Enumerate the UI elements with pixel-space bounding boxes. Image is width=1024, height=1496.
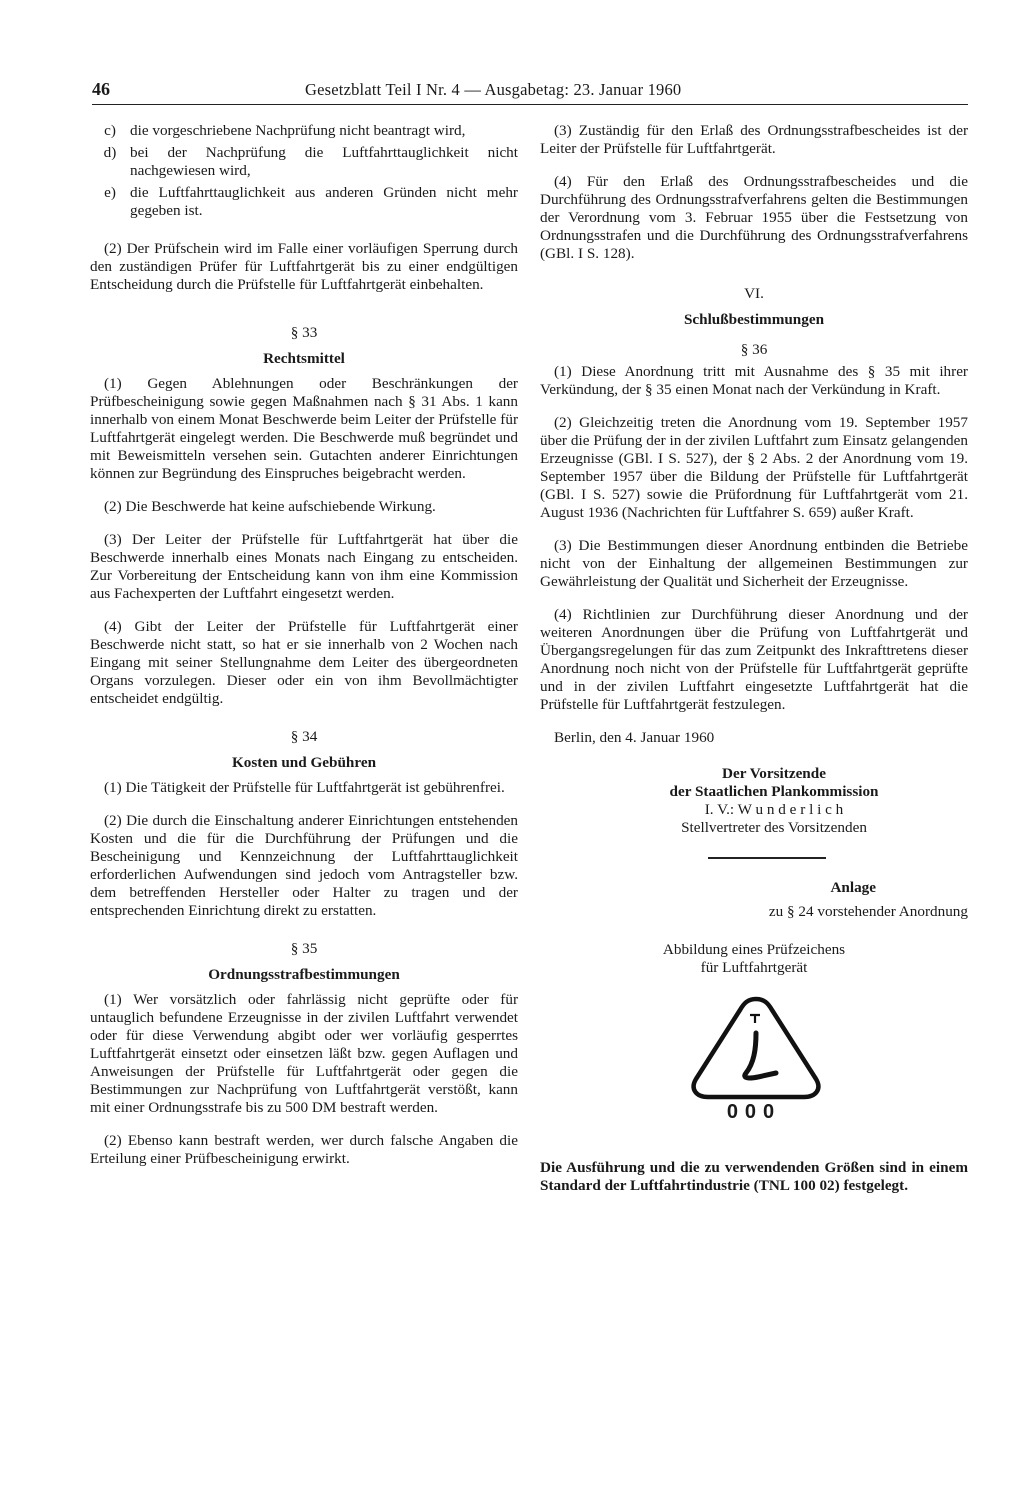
page-number: 46 (92, 79, 110, 99)
list-text: bei der Nachprüfung die Luftfahrttauglichkeit nicht nachgewiesen wird, (130, 144, 518, 179)
paragraph-36-1: (1) Diese Anordnung tritt mit Ausnahme des § 35 mit ihrer Verkündung, der § 35 einen Monat nach der Verkündung in Kraft. (540, 363, 968, 398)
paragraph-34-2: (2) Die durch die Einschaltung anderer Einrichtungen entstehenden Kosten und die für die Durchführung der Prüfungen und die Bescheinigung und Kennzeichnung der Luftfahrttauglichkeit erforderlichen Aufwendungen sind jedoch vom Antragsteller bzw. dem betreffenden Hersteller oder Halter zu tragen und der entsprechenden Einrichtung direkt zu erstatten. (90, 812, 518, 919)
list-text: die Luftfahrttauglichkeit aus anderen Gründen nicht mehr gegeben ist. (130, 184, 518, 219)
paragraph-33-4: (4) Gibt der Leiter der Prüfstelle für Luftfahrtgerät einer Beschwerde nicht statt, so hat er sie innerhalb von 2 Wochen nach Eingang mit seiner Stellungnahme dem Leiter des übergeordneten Organs vorzulegen. Dieser oder ein von ihm Bevollmächtigter entscheidet endgültig. (90, 618, 518, 707)
divider-rule (708, 857, 826, 859)
mark-number: 000 (726, 1101, 782, 1123)
paragraph-33-2: (2) Die Beschwerde hat keine aufschiebende Wirkung. (104, 498, 436, 515)
paragraph-33-1: (1) Gegen Ablehnungen oder Beschränkungen der Prüfbescheinigung sowie gegen Maßnahmen nach § 31 Abs. 1 kann innerhalb von einem Monat Beschwerde beim Leiter der Prüfstelle für Luftfahrtgerät eingelegt werden. Die Beschwerde muß begründet und mit Beweismitteln versehen sein. Gutachten anderer Einrichtungen können zur Begründung des Einspruches beigebracht werden. (90, 375, 518, 482)
annex-title: Anlage (830, 879, 876, 896)
signature-block (580, 765, 968, 837)
paragraph-34-1: (1) Die Tätigkeit der Prüfstelle für Luftfahrtgerät ist gebührenfrei. (104, 779, 505, 796)
figure-caption-line-1: Abbildung eines Prüfzeichens (662, 941, 846, 958)
section-35-title: Ordnungsstrafbestimmungen (208, 966, 400, 983)
section-34-title: Kosten und Gebühren (231, 754, 377, 771)
place-date: Berlin, den 4. Januar 1960 (554, 729, 715, 746)
signature-name: I. V.: W u n d e r l i c h (704, 801, 844, 818)
inspection-mark-icon (676, 993, 836, 1105)
section-33-number: § 33 (290, 324, 318, 341)
list-label: d) (103, 144, 117, 161)
paragraph-33-3: (3) Der Leiter der Prüfstelle für Luftfahrtgerät hat über die Beschwerde innerhalb eines Monats nach Eingang zu entscheiden. Zur Vorbereitung der Entscheidung kann von ihm eine Kommission aus Fachexperten der Luftfahrt eingesetzt werden. (90, 531, 518, 602)
part-number: VI. (744, 285, 764, 302)
signature-line-2: der Staatlichen Plankommission (669, 783, 879, 800)
section-33-title: Rechtsmittel (263, 350, 345, 367)
list-text: die vorgeschriebene Nachprüfung nicht beantragt wird, (130, 122, 466, 139)
paragraph-35-4: (4) Für den Erlaß des Ordnungsstrafbescheides und die Durchführung des Ordnungsstrafverfahrens gelten die Bestimmungen der Verordnung vom 3. Februar 1955 über die Festsetzung von Ordnungsstrafen und die Durchführung des Ordnungsstrafverfahrens (GBl. I S. 128). (540, 173, 968, 262)
paragraph-36-3: (3) Die Bestimmungen dieser Anordnung entbinden die Betriebe nicht von der Einhaltung der allgemeinen Bestimmungen zur Gewährleistung der Qualität und Sicherheit der Erzeugnisse. (540, 537, 968, 590)
left-column (90, 122, 518, 1183)
right-column (540, 122, 968, 1210)
part-title: Schlußbestimmungen (683, 311, 825, 328)
paragraph-32-2: (2) Der Prüfschein wird im Falle einer vorläufigen Sperrung durch den zuständigen Prüfer für Luftfahrtgerät bis zu einer endgültigen Entscheidung durch die Prüfstelle für Luftfahrtgerät einbehalten. (90, 240, 518, 293)
page-header (92, 78, 968, 105)
list-label: c) (104, 122, 116, 139)
section-36-number: § 36 (740, 341, 768, 358)
paragraph-35-1: (1) Wer vorsätzlich oder fahrlässig nicht geprüfte oder für untauglich befundene Erzeugnisse in der zivilen Luftfahrt verwendet oder für diese Verwendung abgibt oder wer vorläufig gesperrtes Luftfahrtgerät einsetzt oder einsetzen läßt bzw. gegen Auflagen und Anweisungen der Prüfstelle für Luftfahrtgerät oder gegen die Bestimmungen zur Nachprüfung von Luftfahrtgerät verstößt, kann mit einer Ordnungsstrafe bis zu 500 DM bestraft werden. (90, 991, 518, 1116)
annex-closing-note: Die Ausführung und die zu verwendenden Größen sind in einem Standard der Luftfahrtindustrie (TNL 100 02) festgelegt. (540, 1159, 968, 1194)
paragraph-36-4: (4) Richtlinien zur Durchführung dieser Anordnung und der weiteren Anordnungen über die Prüfung von Luftfahrtgerät und Übergangsregelungen für das zum Zeitpunkt des Inkrafttretens dieser Anordnung noch nicht von der Prüfstelle für Luftfahrtgerät geprüfte und in der zivilen Luftfahrt eingesetzte Luftfahrtgerät hat die Prüfstelle für Luftfahrtgerät festzulegen. (540, 606, 968, 713)
signature-role: Stellvertreter des Vorsitzenden (681, 819, 867, 836)
paragraph-36-2: (2) Gleichzeitig treten die Anordnung vom 19. September 1957 über die Prüfung der in der zivilen Luftfahrt zum Einsatz gelangenden Erzeugnisse (GBl. I S. 527), der § 2 Abs. 2 der Anordnung vom 19. September 1957 über die Bildung der Prüfstelle für Luftfahrtgerät (GBl. I S. 527) sowie die Prüfordnung für Luftfahrtgerät vom 21. August 1936 (Nachrichten für Luftfahrer S. 659) außer Kraft. (540, 414, 968, 521)
annex-reference: zu § 24 vorstehender Anordnung (768, 903, 968, 920)
signature-line-1: Der Vorsitzende (722, 765, 826, 782)
section-34-number: § 34 (290, 728, 318, 745)
paragraph-35-3: (3) Zuständig für den Erlaß des Ordnungsstrafbescheides ist der Leiter der Prüfstelle für Luftfahrtgerät. (540, 122, 968, 157)
paragraph-35-2: (2) Ebenso kann bestraft werden, wer durch falsche Angaben die Erteilung einer Prüfbescheinigung erwirkt. (90, 1132, 518, 1167)
figure-caption (540, 941, 968, 977)
figure-caption-line-2: für Luftfahrtgerät (700, 959, 808, 976)
list-label: e) (104, 184, 116, 201)
list-item (90, 184, 518, 220)
list-item (90, 122, 518, 140)
gazette-title: Gesetzblatt Teil I Nr. 4 — Ausgabetag: 23. Januar 1960 (305, 80, 682, 99)
inspection-mark-figure (540, 993, 968, 1125)
list-item (90, 144, 518, 180)
section-35-number: § 35 (290, 940, 318, 957)
